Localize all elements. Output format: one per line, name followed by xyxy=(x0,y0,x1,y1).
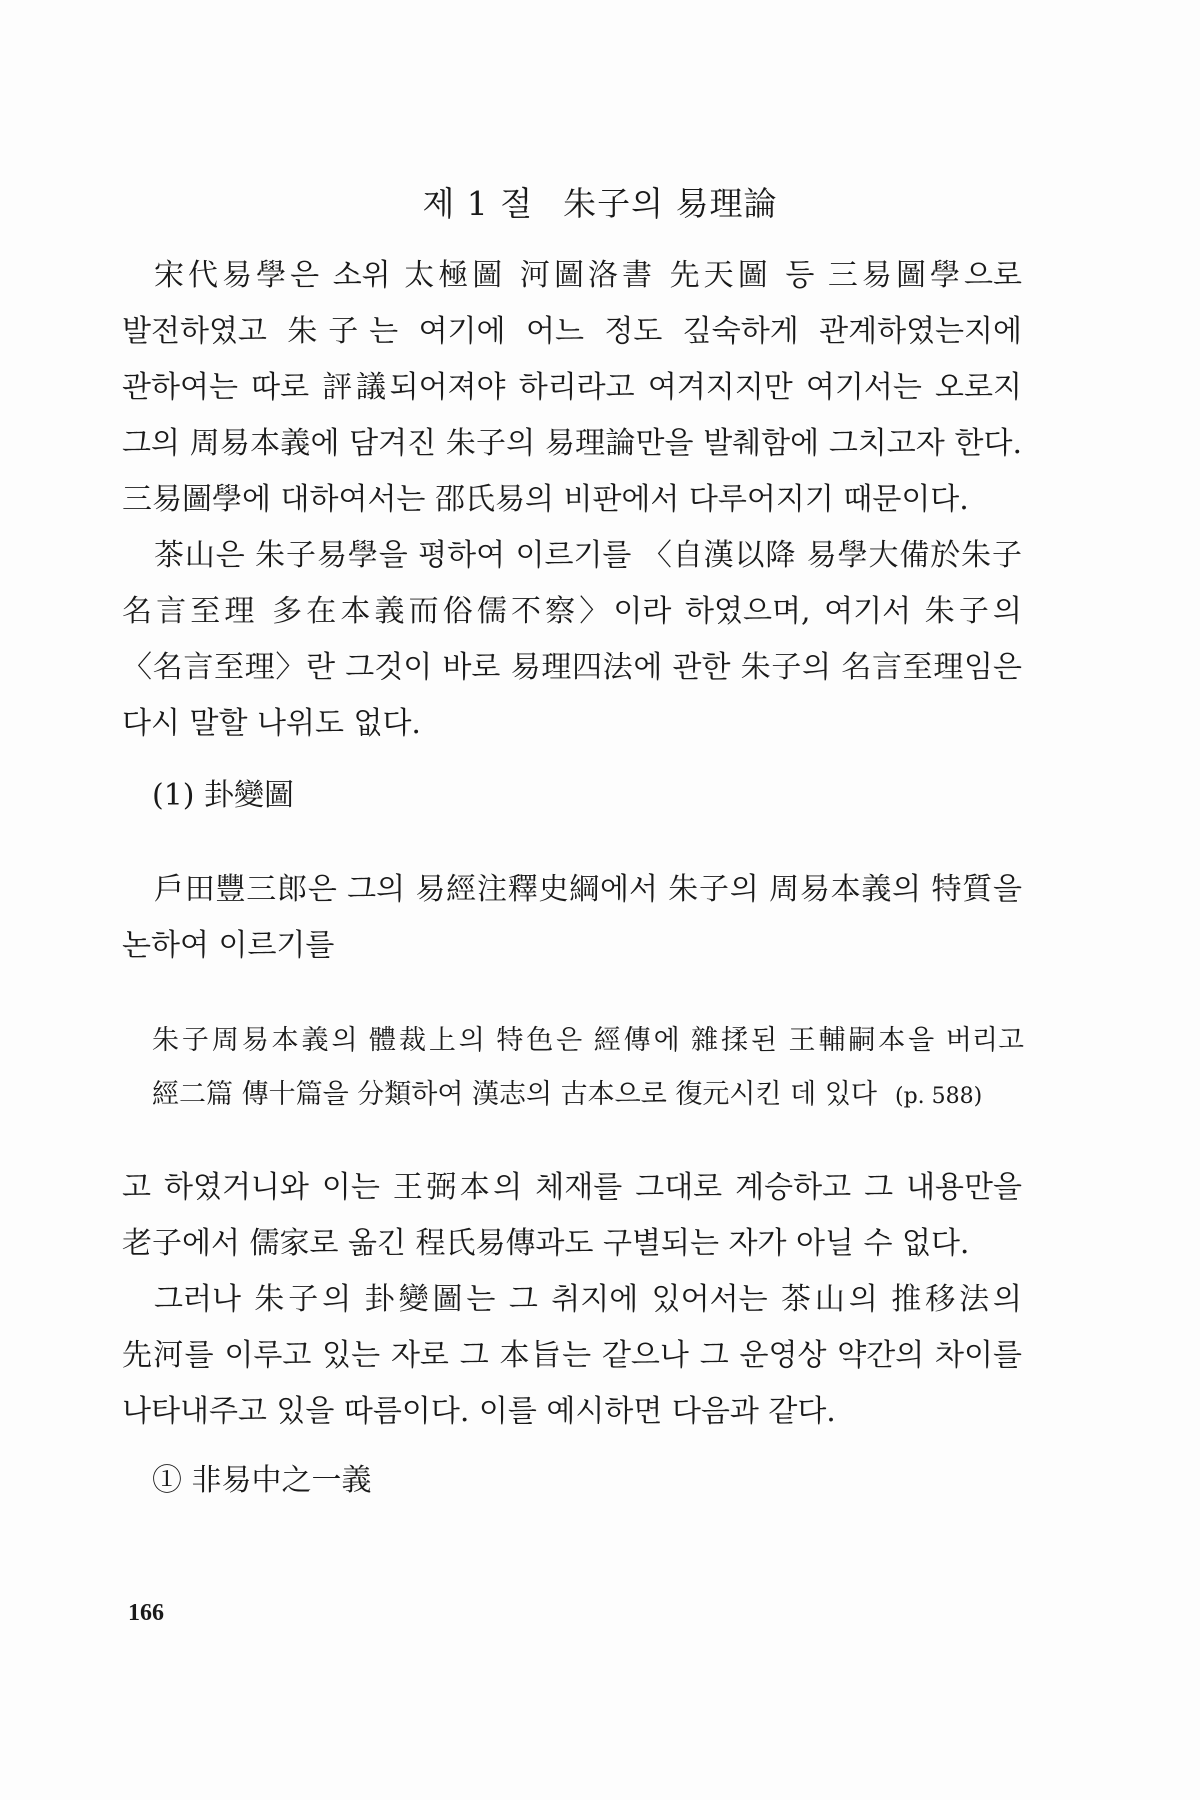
section-title xyxy=(0,178,1200,225)
paragraph: 그러나 朱子의 卦變圖는 그 취지에 있어서는 茶山의 推移法의 先河를 이루고 있는 자로 그 本旨는 같으나 그 운영상 약간의 차이를 나타내주고 있을 따름이다. 이를 예시하면 다음과 같다. xyxy=(122,1282,1022,1429)
body-text xyxy=(122,1160,1022,1440)
page-number: 166 xyxy=(128,1600,164,1626)
paragraph: 戶田豐三郎은 그의 易經注釋史綱에서 朱子의 周易本義의 特質을 논하여 이르기를 xyxy=(122,872,1022,963)
body-paragraph xyxy=(122,862,1022,974)
quote-text: 朱子周易本義의 體裁上의 特色은 經傳에 雜揉된 王輔嗣本을 버리고 經二篇 傳十篇을 分類하여 漢志의 古本으로 復元시킨 데 있다 xyxy=(152,1025,1024,1110)
paragraph: 宋代易學은 소위 太極圖 河圖洛書 先天圖 등 三易圖學으로 발전하였고 朱子는 여기에 어느 정도 깊숙하게 관계하였는지에 관하여는 따로 評議되어져야 하리라고 여겨지지만 여기서는 오로지 그의 周易本義에 담겨진 朱子의 易理論만을 발췌함에 그치고자 한다. 三易圖學에 대하여서는 邵氏易의 비판에서 다루어지기 때문이다. xyxy=(122,258,1022,517)
subsection-heading: ① 非易中之一義 xyxy=(152,1463,372,1498)
intro-text xyxy=(122,248,1022,752)
block-quote xyxy=(152,1014,1024,1124)
subsection-heading: (1) 卦變圖 xyxy=(152,778,295,813)
paragraph: 고 하였거니와 이는 王弼本의 체재를 그대로 계승하고 그 내용만을 老子에서 儒家로 옮긴 程氏易傳과도 구별되는 자가 아닐 수 없다. xyxy=(122,1170,1022,1261)
section-number: 제 1 절 xyxy=(422,184,534,223)
quote-citation: (p. 588) xyxy=(894,1084,983,1109)
section-name: 朱子의 易理論 xyxy=(563,184,778,223)
paragraph: 茶山은 朱子易學을 평하여 이르기를 〈自漢以降 易學大備於朱子 名言至理 多在本義而俗儒不察〉이라 하였으며, 여기서 朱子의 〈名言至理〉란 그것이 바로 易理四法에 관한 朱子의 名言至理임은 다시 말할 나위도 없다. xyxy=(122,538,1022,741)
